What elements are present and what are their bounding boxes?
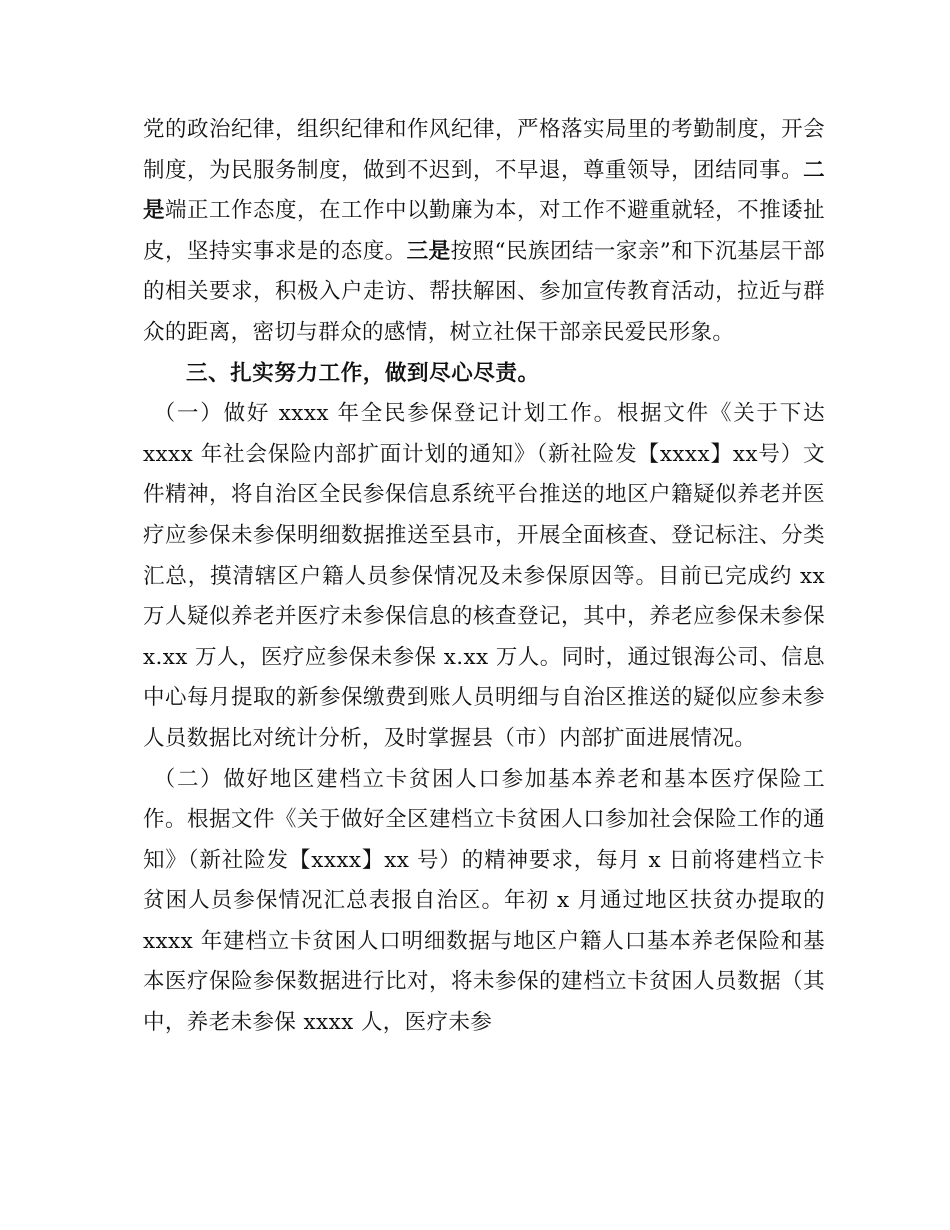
paragraph-text: 党的政治纪律，组织纪律和作风纪律，严格落实局里的考勤制度，开会制度，为民服务制度，做到不迟到，不早退，尊重领导，团结同事。 [143,117,825,183]
paragraph-poverty-insurance: （二）做好地区建档立卡贫困人口参加基本养老和基本医疗保险工作。根据文件《关于做好全区建档立卡贫困人口参加社会保险工作的通知》（新社险发【xxxx】xx 号）的精神要求，每月 x 日前将建档立卡贫困人员参保情况汇总表报自治区。年初 x 月通过地区扶贫办提取的 xxxx 年建档立卡贫困人口明细数据与地区户籍人口基本养老保险和基本医疗保险参保数据进行比对，将未参保的建档立卡贫困人员数据（其中，养老未参保 xxxx 人，医疗未参 [143,766,825,1036]
paragraph-text: 按照“民族团结一家亲”和下沉基层干部的相关要求，积极入户走访、帮扶解困、参加宣传教育活动，拉近与群众的距离，密切与群众的感情，树立社保干部亲民爱民形象。 [143,238,825,345]
paragraph-text: 端正工作态度，在工作中以勤廉为本，对工作不避重就轻，不推诿扯皮，坚持实事求是的态度。 [143,198,825,264]
section-heading: 三、扎实努力工作，做到尽心尽责。 [186,360,540,386]
bold-marker-third: 三是 [406,238,451,264]
paragraph-enrollment-plan: （一）做好 xxxx 年全民参保登记计划工作。根据文件《关于下达 xxxx 年社会保险内部扩面计划的通知》（新社险发【xxxx】xx号）文件精神，将自治区全民参保信息系统平台推送的地区户籍疑似养老并医疗应参保未参保明细数据推送至县市，开展全面核查、登记标注、分类汇总，摸清辖区户籍人员参保情况及未参保原因等。目前已完成约 xx 万人疑似养老并医疗未参保信息的核查登记，其中，养老应参保未参保 x.xx 万人，医疗应参保未参保 x.xx 万人。同时，通过银海公司、信息中心每月提取的新参保缴费到账人员明细与自治区推送的疑似应参未参人员数据比对统计分析，及时掌握县（市）内部扩面进展情况。 [143,401,825,751]
document-body [143,110,825,1044]
paragraph-discipline [143,110,825,354]
bold-marker-second: 二是 [143,157,825,224]
